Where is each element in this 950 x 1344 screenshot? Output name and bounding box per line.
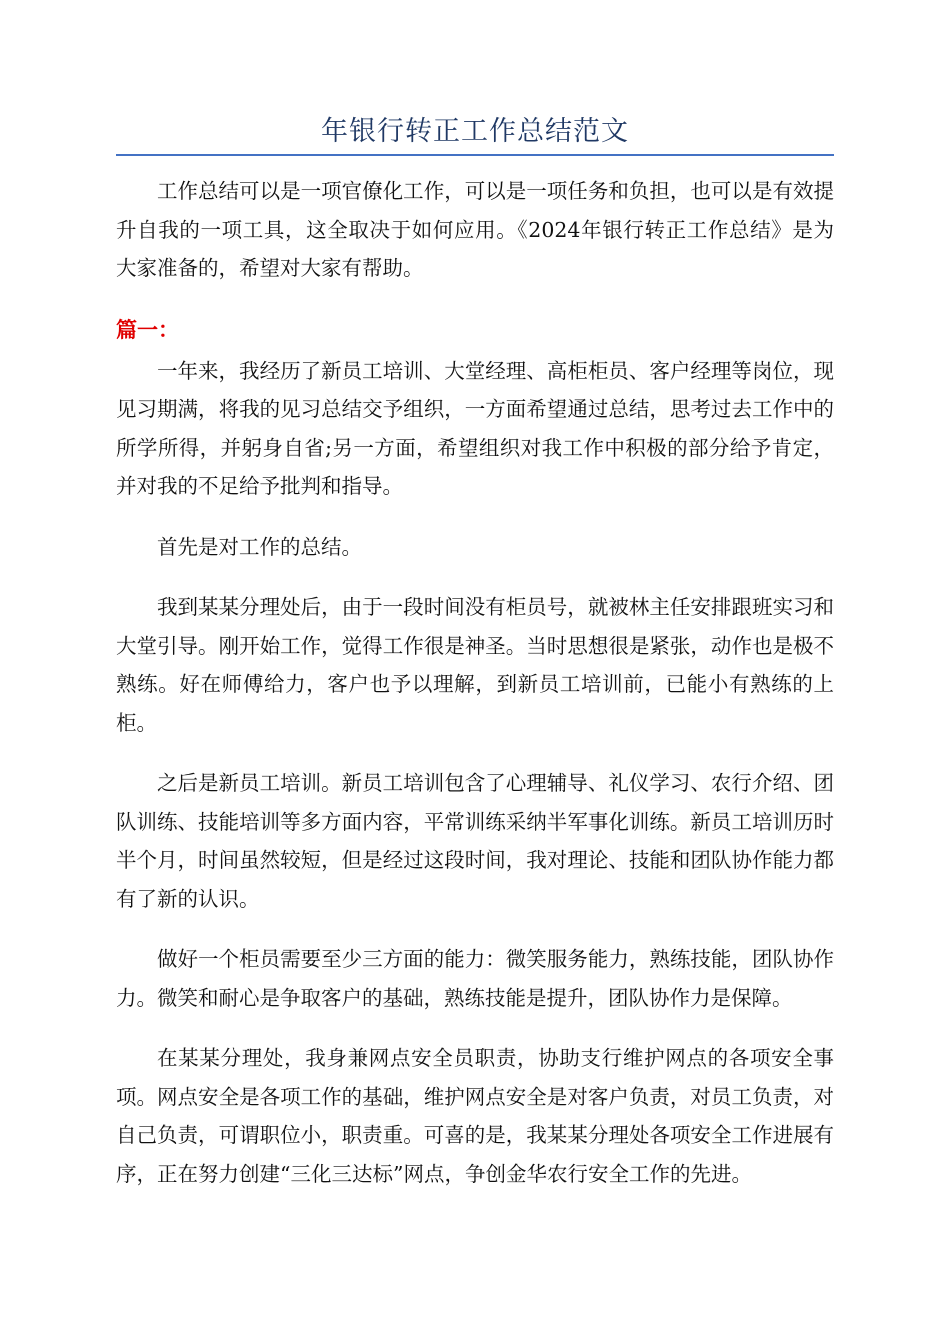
document-body: [116, 172, 834, 1215]
section-heading: 篇一：: [116, 316, 179, 342]
document-title: 年银行转正工作总结范文: [321, 116, 629, 147]
body-paragraph: 我到某某分理处后，由于一段时间没有柜员号，就被林主任安排跟班实习和大堂引导。刚开始工作，觉得工作很是神圣。当时思想很是紧张，动作也是极不熟练。好在师傅给力，客户也予以理解，到新员工培训前，已能小有熟练的上柜。: [116, 595, 834, 735]
body-paragraph: 一年来，我经历了新员工培训、大堂经理、高柜柜员、客户经理等岗位，现见习期满，将我的见习总结交予组织，一方面希望通过总结，思考过去工作中的所学所得，并躬身自省;另一方面，希望组织对我工作中积极的部分给予肯定，并对我的不足给予批判和指导。: [116, 358, 834, 498]
body-paragraph: 首先是对工作的总结。: [157, 534, 362, 559]
title-underline: [116, 154, 834, 156]
body-paragraph: 做好一个柜员需要至少三方面的能力：微笑服务能力，熟练技能，团队协作力。微笑和耐心是争取客户的基础，熟练技能是提升，团队协作力是保障。: [116, 947, 834, 1010]
body-paragraph: 在某某分理处，我身兼网点安全员职责，协助支行维护网点的各项安全事项。网点安全是各项工作的基础，维护网点安全是对客户负责，对员工负责，对自己负责，可谓职位小，职责重。可喜的是，我某某分理处各项安全工作进展有序，正在努力创建“三化三达标”网点，争创金华农行安全工作的先进。: [116, 1046, 834, 1186]
body-paragraph: 之后是新员工培训。新员工培训包含了心理辅导、礼仪学习、农行介绍、团队训练、技能培训等多方面内容，平常训练采纳半军事化训练。新员工培训历时半个月，时间虽然较短，但是经过这段时间，我对理论、技能和团队协作能力都有了新的认识。: [116, 771, 834, 911]
intro-paragraph: 工作总结可以是一项官僚化工作，可以是一项任务和负担，也可以是有效提升自我的一项工具，这全取决于如何应用。《2024年银行转正工作总结》是为大家准备的，希望对大家有帮助。: [116, 179, 834, 280]
